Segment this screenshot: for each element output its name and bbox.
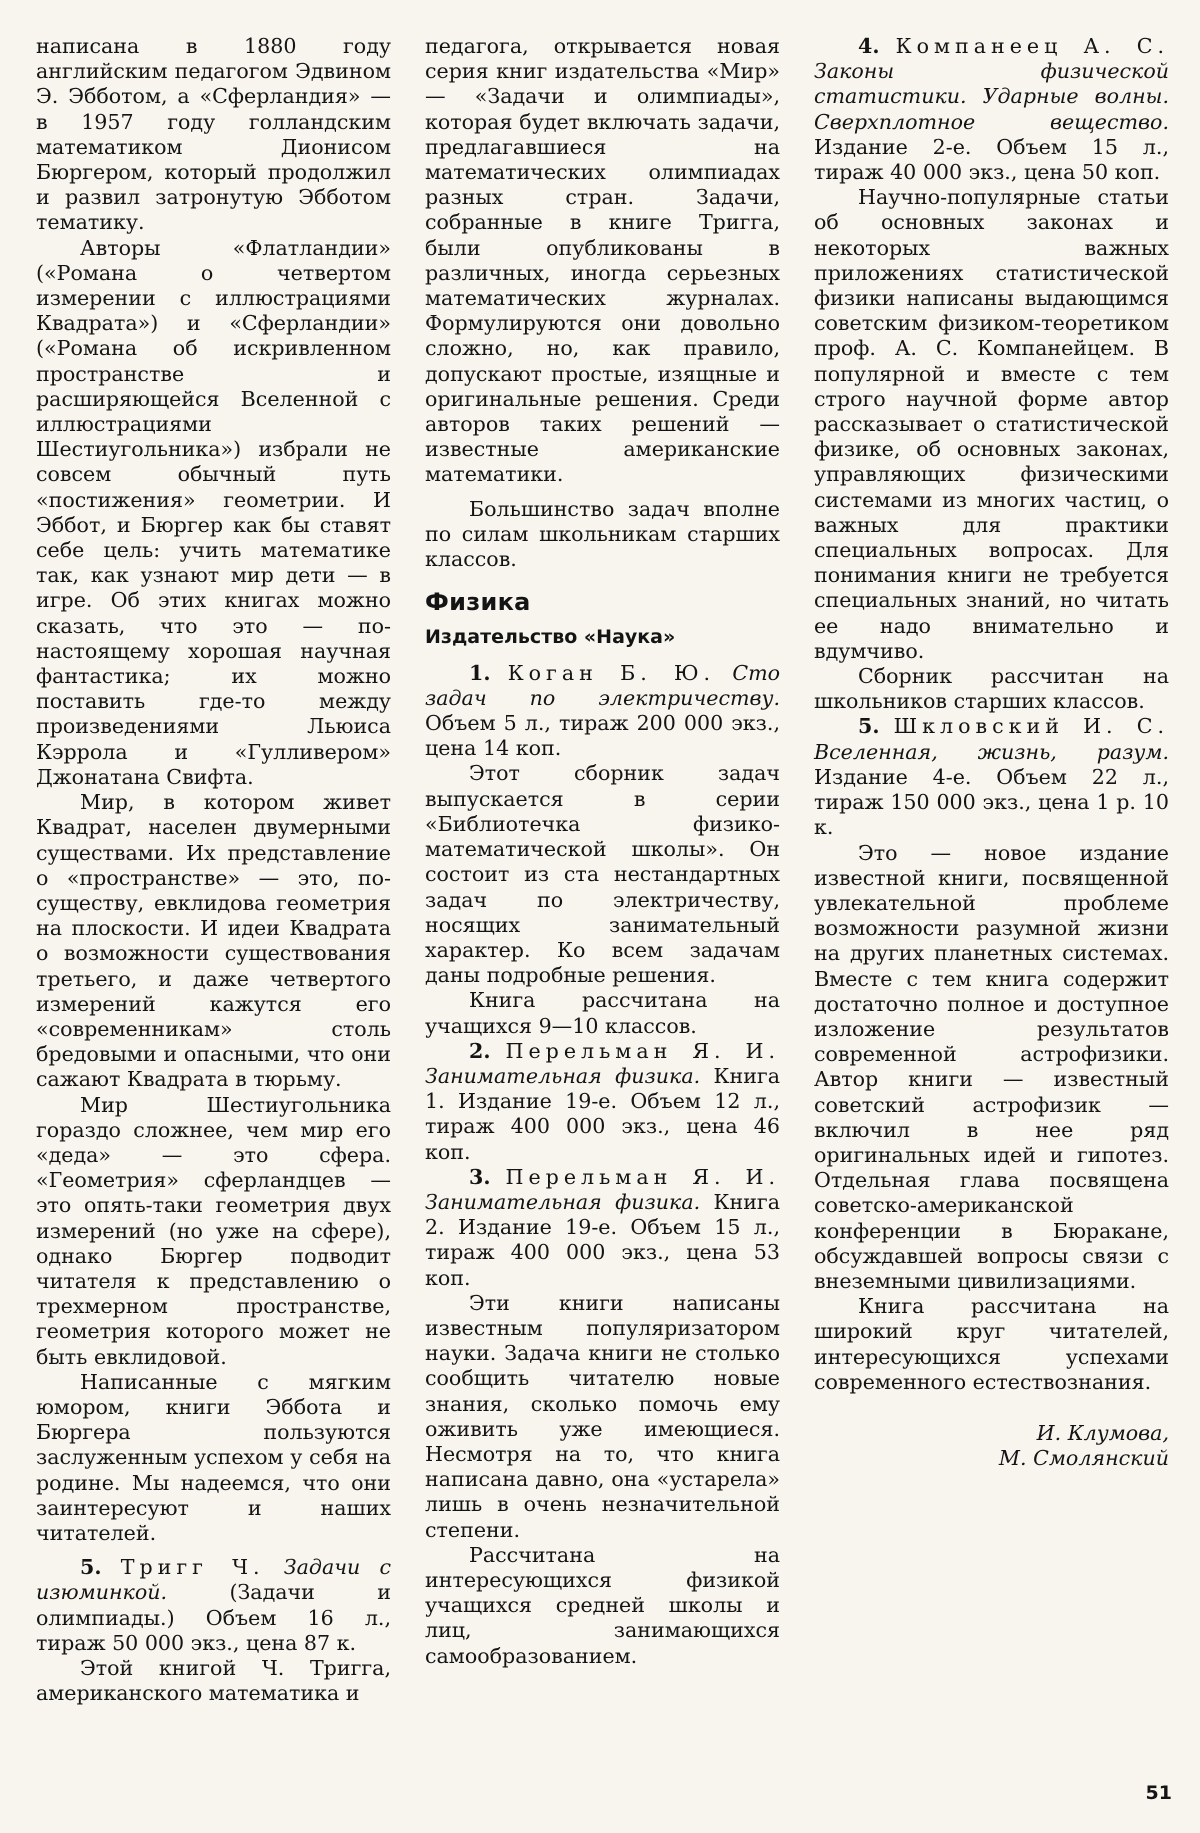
book-entry — [36, 1555, 391, 1656]
entry-title: Задачи с изюминкой. — [36, 1555, 392, 1605]
book-entry — [425, 1165, 780, 1291]
paragraph: Мир, в котором живет Квадрат, населен двумерными существами. Их представление о «пространстве» — это, по-существу, евклидова геометрия на плоскости. И идеи Квадрата о возможности существования третьего, и даже четвертого измерений кажутся его «современникам» столь бредовыми и опасными, что они сажают Квадрата в тюрьму. — [36, 790, 391, 1092]
entry-author: Коган Б. Ю. — [507, 660, 716, 685]
entry-number: 1. — [469, 660, 491, 685]
paragraph: Книга рассчитана на широкий круг читателей, интересующихся успехами современного естествознания. — [814, 1294, 1169, 1394]
paragraph: педагога, открывается новая серия книг издательства «Мир» — «Задачи и олимпиады», которая будет включать задачи, предлагавшиеся на математических олимпиадах разных стран. Задачи, собранные в книге Тригга, были опубликованы в различных, иногда серьезных математических журналах. Формулируются они довольно сложно, но, как правило, допускают простые, изящные и оригинальные решения. Среди авторов таких решений — известные американские математики. — [425, 34, 780, 487]
entry-details: Издание 2-е. Объем 15 л., тираж 40 000 экз., цена 50 коп. — [814, 134, 1169, 185]
entry-title: Вселенная, жизнь, разум. — [814, 739, 1169, 764]
paragraph: написана в 1880 году английским педагогом Эдвином Э. Эбботом, а «Сферландия» — в 1957 году голландским математиком Дионисом Бюргером, который продолжил и развил затронутую Эбботом тематику. — [36, 34, 391, 235]
paragraph: Рассчитана на интересующихся физикой учащихся средней школы и лиц, занимающихся самообразованием. — [425, 1542, 780, 1668]
entry-author: Перельман Я. И. — [505, 1038, 781, 1063]
section-heading: Физика — [425, 588, 531, 617]
signature-block — [814, 1421, 1169, 1471]
book-entry — [814, 34, 1169, 185]
book-entry — [814, 714, 1169, 840]
paragraph: Этой книгой Ч. Тригга, американского математика и — [36, 1656, 391, 1706]
paragraph: Большинство задач вполне по силам школьникам старших классов. — [425, 496, 780, 572]
paragraph: Сборник рассчитан на школьников старших классов. — [814, 664, 1169, 714]
entry-number: 2. — [469, 1038, 491, 1063]
entry-author: Шкловский И. С. — [893, 714, 1170, 739]
column-2 — [425, 34, 780, 1794]
paragraph: Этот сборник задач выпускается в серии «Библиотечка физико-математической школы». Он состоит из ста нестандартных задач по электричеству, носящих занимательный характер. Ко всем задачам даны подробные решения. — [425, 761, 780, 988]
entry-author: Компанеец А. С. — [895, 34, 1170, 58]
entry-author: Тригг Ч. — [120, 1555, 265, 1580]
entry-number: 5. — [80, 1555, 102, 1580]
column-1 — [36, 34, 391, 1794]
publisher-heading: Издательство «Наука» — [425, 626, 676, 649]
paragraph: Мир Шестиугольника гораздо сложнее, чем мир его «деда» — это сфера. «Геометрия» сферландцев — это опять-таки геометрия двух измерений (но уже на сфере), однако Бюргер подводит читателя к представлению о трехмерном пространстве, геометрия которого может не быть евклидовой. — [36, 1092, 391, 1369]
author-signature: М. Смолянский — [998, 1446, 1169, 1471]
entry-author: Перельман Я. И. — [505, 1164, 781, 1189]
page-number: 51 — [1145, 1782, 1172, 1804]
entry-details: Издание 4-е. Объем 22 л., тираж 150 000 экз., цена 1 р. 10 к. — [814, 764, 1169, 840]
book-entry — [425, 1039, 780, 1165]
article-page — [36, 34, 1170, 1794]
entry-details: Книга 1. Издание 19-е. Объем 12 л., тираж 400 000 экз., цена 46 коп. — [425, 1063, 780, 1164]
entry-details: Объем 5 л., тираж 200 000 экз., цена 14 коп. — [425, 711, 780, 761]
entry-details: Книга 2. Издание 19-е. Объем 15 л., тираж 400 000 экз., цена 53 коп. — [425, 1189, 780, 1290]
entry-number: 5. — [858, 714, 880, 739]
entry-title: Законы физической статистики. Ударные волны. Сверхплотное вещество. — [814, 59, 1169, 134]
entry-number: 4. — [858, 34, 880, 58]
author-signature: И. Клумова, — [1036, 1420, 1169, 1445]
paragraph: Написанные с мягким юмором, книги Эббота и Бюргера пользуются заслуженным успехом у себя на родине. Мы надеемся, что они заинтересуют и наших читателей. — [36, 1369, 391, 1545]
paragraph: Это — новое издание известной книги, посвященной увлекательной проблеме возможности разумной жизни на других планетных системах. Вместе с тем книга содержит достаточно полное и доступное изложение результатов современной астрофизики. Автор книги — известный советский астрофизик — включил в нее ряд оригинальных идей и гипотез. Отдельная глава посвящена советско-американской конференции в Бюракане, обсуждавшей вопросы связи с внеземными цивилизациями. — [814, 840, 1169, 1293]
entry-details: (Задачи и олимпиады.) Объем 16 л., тираж 50 000 экз., цена 87 к. — [36, 1580, 391, 1655]
paragraph: Эти книги написаны известным популяризатором науки. Задача книги не столько сообщить читателю новые знания, сколько помочь ему оживить уже имеющиеся. Несмотря на то, что книга написана давно, она «устарела» лишь в очень незначительной степени. — [425, 1290, 780, 1542]
book-entry — [425, 661, 780, 762]
paragraph: Авторы «Флатландии» («Романа о четвертом измерении с иллюстрациями Квадрата») и «Сферландии» («Романа об искривленном пространстве и расширяющейся Вселенной с иллюстрациями Шестиугольника») избрали не совсем обычный путь «постижения» геометрии. И Эббот, и Бюргер как бы ставят себе цель: учить математике так, как узнают мир дети — в игре. Об этих книгах можно сказать, что это — по-настоящему хорошая научная фантастика; их можно поставить где-то между произведениями Льюиса Кэррола и «Гулливером» Джонатана Свифта. — [36, 235, 391, 789]
column-3 — [814, 34, 1169, 1794]
entry-title: Занимательная физика. — [425, 1063, 701, 1088]
entry-number: 3. — [469, 1164, 491, 1189]
paragraph: Научно-популярные статьи об основных законах и некоторых важных приложениях статистической физики написаны выдающимся советским физиком-теоретиком проф. А. С. Компанейцем. В популярной и вместе с тем строго научной форме автор рассказывает о статистической физике, об основных законах, управляющих физическими системами из многих частиц, о важных для практики специальных вопросах. Для понимания книги не требуется специальных знаний, но читать ее надо внимательно и вдумчиво. — [814, 185, 1169, 663]
entry-title: Сто задач по электричеству. — [425, 660, 780, 710]
paragraph: Книга рассчитана на учащихся 9—10 классов. — [425, 988, 780, 1038]
entry-title: Занимательная физика. — [425, 1189, 701, 1214]
